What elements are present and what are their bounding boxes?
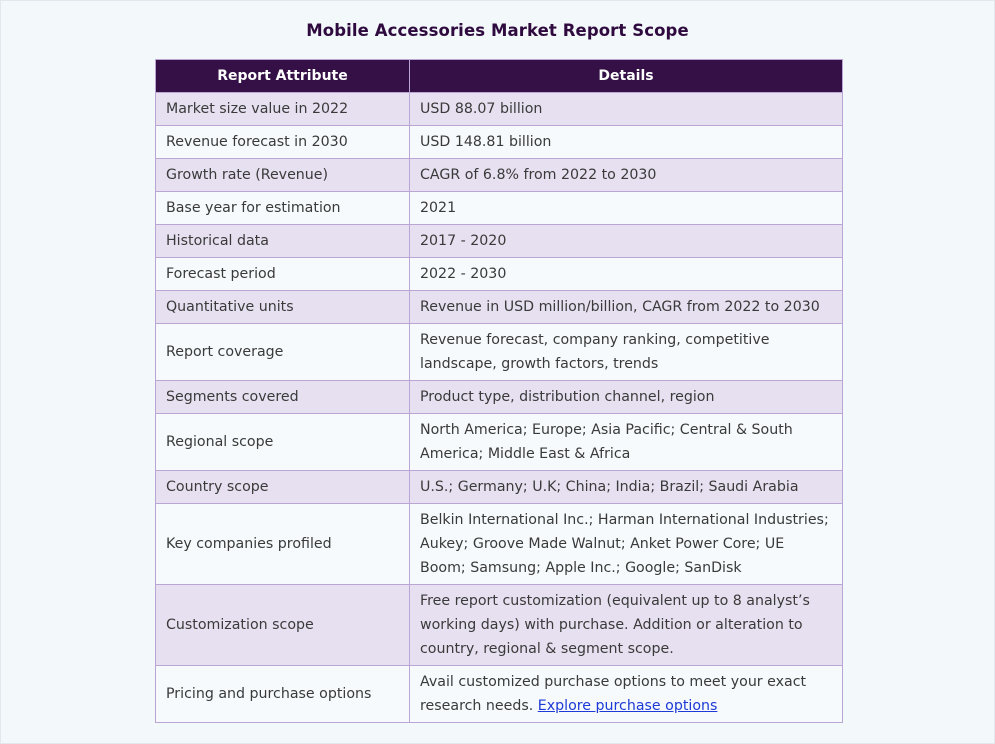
row-details: USD 88.07 billion bbox=[410, 93, 843, 126]
row-details: Revenue in USD million/billion, CAGR from 2022 to 2030 bbox=[410, 291, 843, 324]
table-row bbox=[156, 159, 843, 192]
row-details: Free report customization (equivalent up to 8 analyst’s working days) with purchase. Addition or alteration to country, regional & segment scope. bbox=[410, 585, 843, 666]
header-report-attribute: Report Attribute bbox=[156, 60, 410, 93]
row-details: 2021 bbox=[410, 192, 843, 225]
table-row bbox=[156, 126, 843, 159]
row-details: USD 148.81 billion bbox=[410, 126, 843, 159]
explore-purchase-options-link[interactable]: Explore purchase options bbox=[537, 698, 718, 714]
row-details: Product type, distribution channel, region bbox=[410, 381, 843, 414]
table-row bbox=[156, 258, 843, 291]
row-details: 2022 - 2030 bbox=[410, 258, 843, 291]
row-details: U.S.; Germany; U.K; China; India; Brazil; Saudi Arabia bbox=[410, 471, 843, 504]
row-details: CAGR of 6.8% from 2022 to 2030 bbox=[410, 159, 843, 192]
row-details: 2017 - 2020 bbox=[410, 225, 843, 258]
row-details bbox=[410, 666, 843, 723]
table-row bbox=[156, 381, 843, 414]
row-attribute: Historical data bbox=[156, 225, 410, 258]
table-row bbox=[156, 324, 843, 381]
report-scope-table bbox=[155, 59, 843, 723]
row-attribute: Segments covered bbox=[156, 381, 410, 414]
table-row bbox=[156, 585, 843, 666]
row-attribute: Country scope bbox=[156, 471, 410, 504]
row-attribute: Customization scope bbox=[156, 585, 410, 666]
row-attribute: Growth rate (Revenue) bbox=[156, 159, 410, 192]
header-details: Details bbox=[410, 60, 843, 93]
row-attribute: Key companies profiled bbox=[156, 504, 410, 585]
table-row bbox=[156, 192, 843, 225]
table-row bbox=[156, 225, 843, 258]
table-row bbox=[156, 666, 843, 723]
table-row bbox=[156, 414, 843, 471]
table-row bbox=[156, 93, 843, 126]
table-row bbox=[156, 471, 843, 504]
row-attribute: Base year for estimation bbox=[156, 192, 410, 225]
row-attribute: Pricing and purchase options bbox=[156, 666, 410, 723]
row-details: Belkin International Inc.; Harman International Industries; Aukey; Groove Made Walnut; Anket Power Core; UE Boom; Samsung; Apple Inc.; Google; SanDisk bbox=[410, 504, 843, 585]
table-row bbox=[156, 504, 843, 585]
page-title: Mobile Accessories Market Report Scope bbox=[306, 21, 689, 40]
row-details: North America; Europe; Asia Pacific; Central & South America; Middle East & Africa bbox=[410, 414, 843, 471]
row-attribute: Report coverage bbox=[156, 324, 410, 381]
row-attribute: Quantitative units bbox=[156, 291, 410, 324]
row-attribute: Market size value in 2022 bbox=[156, 93, 410, 126]
table-header-row bbox=[156, 60, 843, 93]
row-attribute: Revenue forecast in 2030 bbox=[156, 126, 410, 159]
row-attribute: Regional scope bbox=[156, 414, 410, 471]
row-details: Revenue forecast, company ranking, competitive landscape, growth factors, trends bbox=[410, 324, 843, 381]
pricing-details-text: Avail customized purchase options to meet your exact research needs. bbox=[420, 674, 807, 714]
table-row bbox=[156, 291, 843, 324]
row-attribute: Forecast period bbox=[156, 258, 410, 291]
